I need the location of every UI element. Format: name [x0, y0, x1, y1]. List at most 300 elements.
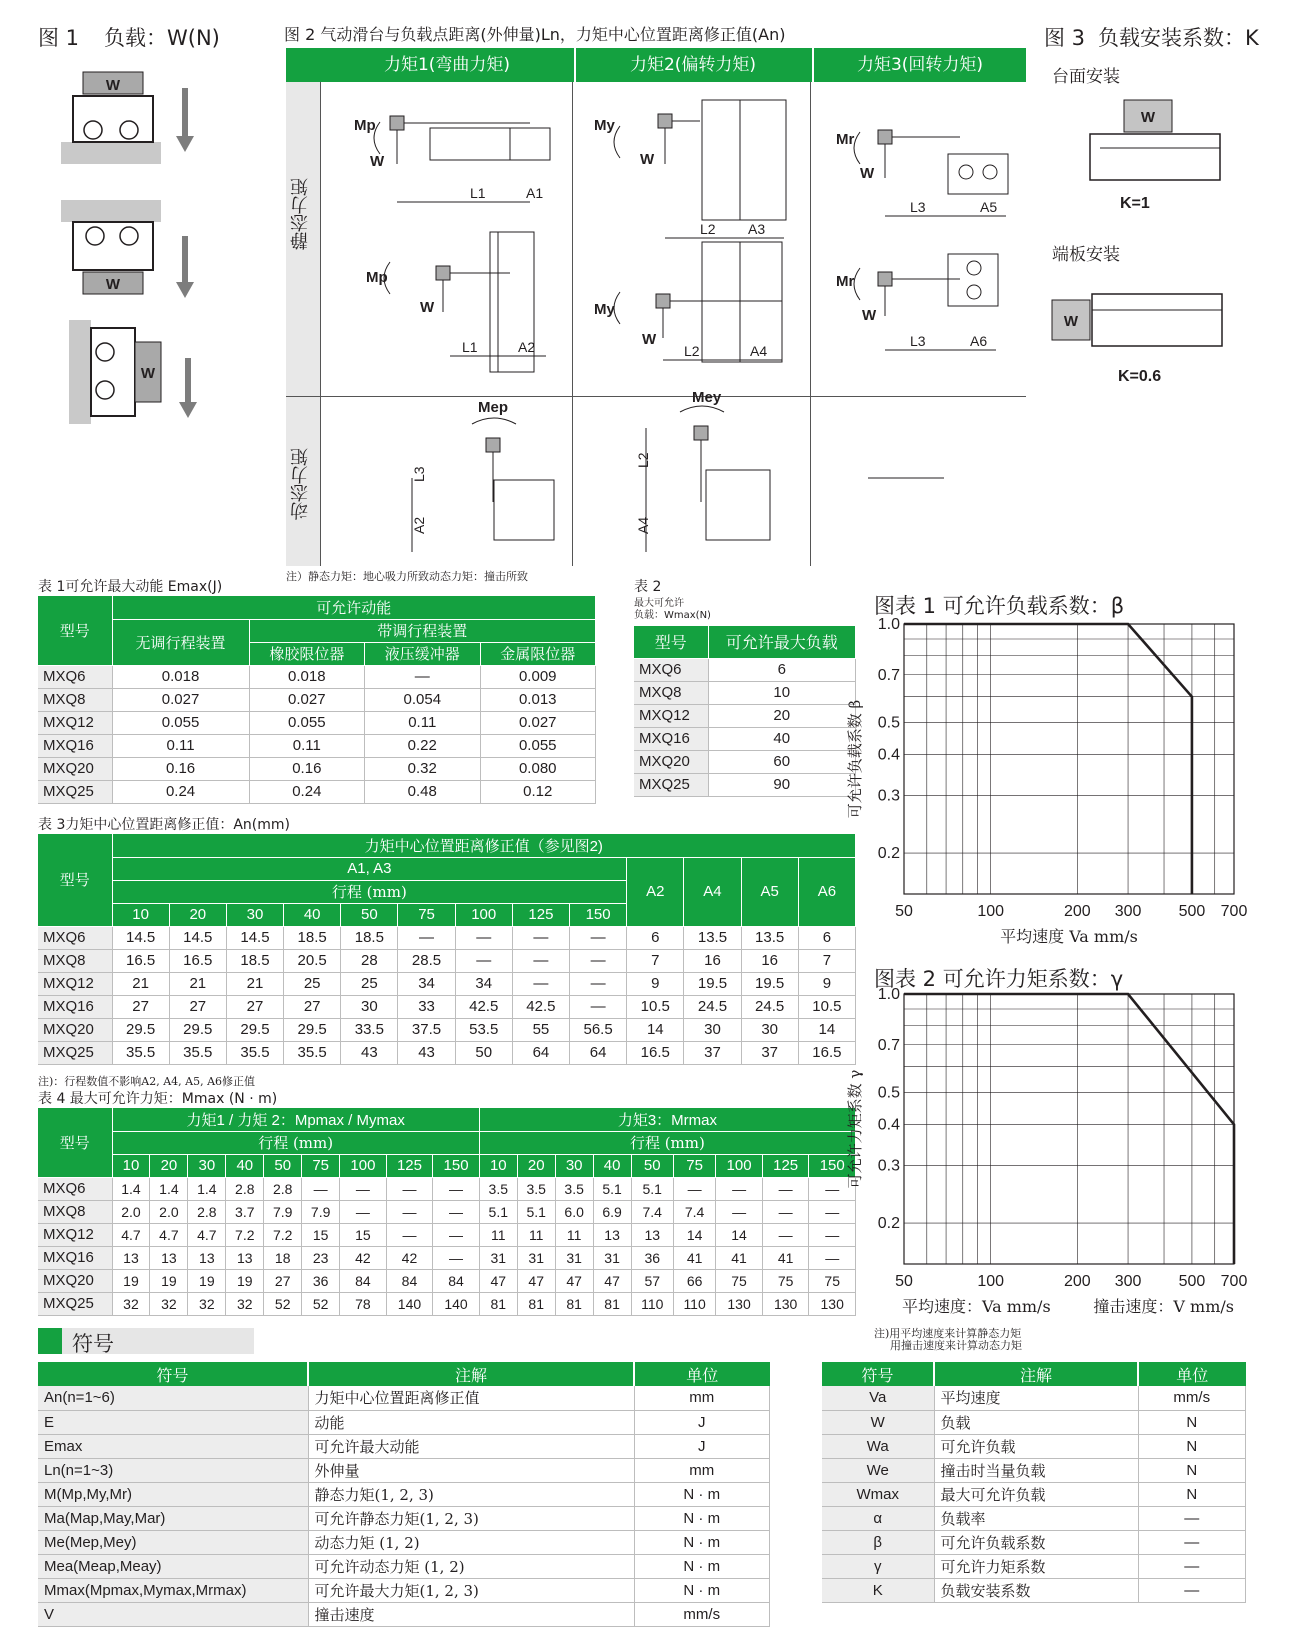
symbol-row [822, 1434, 1246, 1458]
table4-h-stroke2: 行程 (mm) [479, 1131, 855, 1154]
symbol-row [38, 1482, 770, 1506]
symbol-row [38, 1410, 770, 1434]
value-cell: 30 [684, 1018, 741, 1041]
fig2-col3: 力矩3(回转力矩) [812, 48, 1026, 82]
plot-frame [904, 624, 1234, 894]
fig3-title: 负载安装系数：K [1098, 26, 1259, 50]
model-cell: MXQ6 [38, 1177, 112, 1200]
value-cell: 33.5 [341, 1018, 398, 1041]
value-cell: 27 [169, 995, 226, 1018]
value-cell: 2.8 [264, 1177, 302, 1200]
y-axis-label: 可允许力矩系数 γ [846, 1069, 864, 1189]
symbols-right-h2: 注解 [934, 1362, 1138, 1386]
fig2-w3: W [640, 151, 655, 168]
table-row [38, 926, 856, 949]
model-cell: MXQ8 [38, 949, 112, 972]
value-cell: 60 [708, 750, 856, 773]
x-tick-label: 200 [1063, 1273, 1091, 1290]
table3-h-a6: A6 [798, 857, 855, 926]
stroke-header: 20 [517, 1154, 555, 1177]
fig2-mr1: Mr [836, 131, 855, 148]
description-cell: 外伸量 [308, 1458, 634, 1482]
symbol-row [822, 1578, 1246, 1602]
value-cell: 11 [517, 1223, 555, 1246]
value-cell: 14.5 [226, 926, 283, 949]
value-cell: 0.013 [480, 688, 596, 711]
value-cell: — [340, 1200, 387, 1223]
symbol-cell: Ln(n=1~3) [38, 1458, 308, 1482]
value-cell: 130 [762, 1292, 809, 1315]
unit-cell: N · m [634, 1482, 770, 1506]
fig1-w2: W [105, 276, 121, 293]
symbol-cell: Me(Mep,Mey) [38, 1530, 308, 1554]
fig2-mp2: Mp [366, 269, 388, 286]
fig2-row-dynamic: 动态力矩 [290, 448, 311, 520]
symbol-cell: An(n=1~6) [38, 1386, 308, 1410]
symbols-right-body [822, 1386, 1246, 1602]
value-cell: 6.0 [555, 1200, 593, 1223]
value-cell: 16 [684, 949, 741, 972]
value-cell: 13 [226, 1246, 264, 1269]
value-cell: — [762, 1177, 809, 1200]
model-cell: MXQ16 [38, 1246, 112, 1269]
value-cell: 7.9 [264, 1200, 302, 1223]
y-tick-label: 0.7 [877, 1036, 900, 1054]
table4-h-g1: 力矩1 / 力矩 2：Mpmax / Mymax [112, 1108, 479, 1131]
symbol-row [822, 1530, 1246, 1554]
fig3-k1: K=1 [1120, 195, 1150, 212]
value-cell: 21 [112, 972, 169, 995]
value-cell: 2.8 [188, 1200, 226, 1223]
model-cell: MXQ16 [38, 995, 112, 1018]
fig3-drawing-end [1050, 290, 1230, 360]
value-cell: — [716, 1200, 763, 1223]
value-cell: 5.1 [479, 1200, 517, 1223]
value-cell: 15 [340, 1223, 387, 1246]
description-cell: 可允许静态力矩(1, 2, 3) [308, 1506, 634, 1530]
fig2-w5: W [860, 165, 875, 182]
description-cell: 可允许动态力矩 (1, 2) [308, 1554, 634, 1578]
value-cell: 81 [517, 1292, 555, 1315]
value-cell: 3.5 [479, 1177, 517, 1200]
table1-h-noadj: 无调行程装置 [112, 619, 249, 665]
value-cell: — [433, 1246, 480, 1269]
value-cell: 2.0 [150, 1200, 188, 1223]
value-cell: 25 [284, 972, 341, 995]
value-cell: 55 [512, 1018, 569, 1041]
symbol-row [38, 1530, 770, 1554]
fig2-a2b: A2 [411, 516, 427, 534]
value-cell: — [809, 1177, 856, 1200]
chart2-title: 图表 2 可允许力矩系数：γ [874, 967, 1124, 991]
value-cell: 75 [716, 1269, 763, 1292]
table-row [38, 757, 596, 780]
value-cell: 84 [386, 1269, 433, 1292]
stroke-header: 50 [264, 1154, 302, 1177]
x-tick-label: 100 [977, 903, 1005, 920]
table3-title: 表 3力矩中心位置距离修正值：An(mm) [38, 817, 291, 833]
stroke-header: 100 [716, 1154, 763, 1177]
x-axis-label: 平均速度 Va mm/s [1000, 927, 1138, 946]
table3-h-group: 力矩中心位置距离修正值（参见图2) [112, 834, 856, 857]
value-cell: 41 [673, 1246, 715, 1269]
model-cell: MXQ16 [634, 727, 708, 750]
symbol-cell: β [822, 1530, 934, 1554]
description-cell: 可允许负载 [934, 1434, 1138, 1458]
value-cell: 0.11 [249, 734, 364, 757]
value-cell: 33 [398, 995, 455, 1018]
table-row [38, 734, 596, 757]
stroke-header: 75 [302, 1154, 340, 1177]
table4-strokes [38, 1154, 856, 1177]
symbol-row [38, 1506, 770, 1530]
value-cell: 14 [673, 1223, 715, 1246]
stroke-header: 30 [188, 1154, 226, 1177]
value-cell: 21 [226, 972, 283, 995]
table3-h-a5: A5 [741, 857, 798, 926]
value-cell: 18.5 [284, 926, 341, 949]
value-cell: 37 [741, 1041, 798, 1064]
table4-h-g2: 力矩3：Mrmax [479, 1108, 855, 1131]
description-cell: 动态力矩 (1, 2) [308, 1530, 634, 1554]
x-tick-label: 200 [1063, 903, 1091, 920]
table3-body [38, 926, 856, 1064]
table1-h-sub1: 橡胶限位器 [249, 642, 364, 665]
value-cell: 5.1 [593, 1177, 631, 1200]
value-cell: 23 [302, 1246, 340, 1269]
chart2-note1: 注)用平均速度来计算静态力矩 [874, 1327, 1022, 1340]
value-cell: 7.4 [631, 1200, 673, 1223]
symbol-cell: We [822, 1458, 934, 1482]
fig2-a4b: A4 [635, 516, 651, 534]
table4-title: 表 4 最大可允许力矩：Mmax (N · m) [38, 1091, 278, 1107]
unit-cell: mm [634, 1458, 770, 1482]
table-row [38, 995, 856, 1018]
unit-cell: J [634, 1434, 770, 1458]
fig2-drawings [320, 82, 1026, 566]
series-line [904, 994, 1234, 1264]
stroke-header: 150 [570, 903, 627, 926]
value-cell: 42.5 [455, 995, 512, 1018]
value-cell: 37.5 [398, 1018, 455, 1041]
fig2-w2: W [420, 299, 435, 316]
value-cell: 140 [386, 1292, 433, 1315]
symbols-right-h3: 单位 [1138, 1362, 1246, 1386]
value-cell: 0.16 [249, 757, 364, 780]
symbol-cell: γ [822, 1554, 934, 1578]
y-axis-label: 可允许负载系数 β [846, 699, 864, 819]
value-cell: 5.1 [517, 1200, 555, 1223]
value-cell: 19 [150, 1269, 188, 1292]
value-cell: 14 [798, 1018, 855, 1041]
y-tick-label: 0.3 [877, 787, 900, 805]
stroke-header: 75 [673, 1154, 715, 1177]
fig2-mr2: Mr [836, 273, 855, 290]
symbol-cell: Mmax(Mpmax,Mymax,Mrmax) [38, 1578, 308, 1602]
y-tick-label: 0.5 [877, 1084, 900, 1102]
value-cell: — [570, 972, 627, 995]
value-cell: 14.5 [169, 926, 226, 949]
symbol-cell: Emax [38, 1434, 308, 1458]
value-cell: 130 [809, 1292, 856, 1315]
stroke-header: 20 [169, 903, 226, 926]
value-cell: 13 [112, 1246, 150, 1269]
stroke-header: 100 [340, 1154, 387, 1177]
table1-h-adj: 带调行程装置 [249, 619, 595, 642]
stroke-header: 125 [386, 1154, 433, 1177]
value-cell: — [365, 665, 480, 688]
description-cell: 可允许最大动能 [308, 1434, 634, 1458]
value-cell: 27 [226, 995, 283, 1018]
value-cell: 2.8 [226, 1177, 264, 1200]
value-cell: 47 [555, 1269, 593, 1292]
value-cell: 24.5 [684, 995, 741, 1018]
value-cell: 0.018 [112, 665, 249, 688]
table2-h-model: 型号 [634, 626, 708, 658]
value-cell: 4.7 [112, 1223, 150, 1246]
symbol-cell: M(Mp,My,Mr) [38, 1482, 308, 1506]
chart1-title: 图表 1 可允许负载系数：β [874, 594, 1125, 618]
value-cell: 0.22 [365, 734, 480, 757]
unit-cell: N [1138, 1482, 1246, 1506]
fig2-a2: A2 [518, 339, 536, 355]
table-row [634, 658, 856, 681]
table3-h-stroke: 行程 (mm) [112, 880, 627, 903]
value-cell: 57 [631, 1269, 673, 1292]
value-cell: 110 [631, 1292, 673, 1315]
table-row [38, 665, 596, 688]
value-cell: 16 [741, 949, 798, 972]
unit-cell: N · m [634, 1554, 770, 1578]
model-cell: MXQ12 [38, 1223, 112, 1246]
fig2-w4: W [642, 331, 657, 348]
value-cell: — [340, 1177, 387, 1200]
fig2-frame [286, 48, 1026, 566]
value-cell: — [673, 1177, 715, 1200]
x-tick-label: 100 [977, 1273, 1005, 1290]
value-cell: 35.5 [226, 1041, 283, 1064]
value-cell: — [386, 1177, 433, 1200]
symbol-cell: E [38, 1410, 308, 1434]
value-cell: 50 [455, 1041, 512, 1064]
description-cell: 平均速度 [934, 1386, 1138, 1410]
y-tick-label: 0.4 [877, 746, 900, 764]
table2-body [634, 658, 856, 796]
value-cell: — [809, 1246, 856, 1269]
value-cell: 1.4 [112, 1177, 150, 1200]
symbol-row [38, 1386, 770, 1410]
table-row [634, 681, 856, 704]
value-cell: — [302, 1177, 340, 1200]
description-cell: 负载安装系数 [934, 1578, 1138, 1602]
value-cell: 36 [302, 1269, 340, 1292]
value-cell: 47 [479, 1269, 517, 1292]
value-cell: 7.2 [264, 1223, 302, 1246]
value-cell: 40 [708, 727, 856, 750]
model-cell: MXQ6 [38, 926, 112, 949]
value-cell: 1.4 [150, 1177, 188, 1200]
value-cell: 11 [479, 1223, 517, 1246]
stroke-header: 150 [809, 1154, 856, 1177]
fig2-mp1: Mp [354, 117, 376, 134]
unit-cell: mm/s [1138, 1386, 1246, 1410]
value-cell: 16.5 [627, 1041, 684, 1064]
value-cell: 56.5 [570, 1018, 627, 1041]
value-cell: 16.5 [798, 1041, 855, 1064]
unit-cell: — [1138, 1530, 1246, 1554]
description-cell: 最大可允许负载 [934, 1482, 1138, 1506]
table1-body [38, 665, 596, 803]
symbol-row [822, 1554, 1246, 1578]
value-cell: 30 [741, 1018, 798, 1041]
symbol-row [822, 1386, 1246, 1410]
table3-note: 注)：行程数值不影响A2, A4, A5, A6修正值 [38, 1075, 256, 1088]
value-cell: 52 [264, 1292, 302, 1315]
value-cell: 14.5 [112, 926, 169, 949]
value-cell: 31 [517, 1246, 555, 1269]
table2-title: 表 2 [634, 579, 662, 595]
value-cell: 0.32 [365, 757, 480, 780]
y-tick-label: 0.4 [877, 1116, 900, 1134]
value-cell: 32 [150, 1292, 188, 1315]
value-cell: 27 [112, 995, 169, 1018]
fig3-table-mount: 台面安装 [1052, 67, 1120, 87]
value-cell: 16.5 [112, 949, 169, 972]
value-cell: 13 [593, 1223, 631, 1246]
value-cell: 29.5 [284, 1018, 341, 1041]
table-row [38, 1177, 856, 1200]
value-cell: 27 [264, 1269, 302, 1292]
value-cell: 35.5 [169, 1041, 226, 1064]
value-cell: 0.080 [480, 757, 596, 780]
value-cell: 10 [708, 681, 856, 704]
fig2-a1: A1 [526, 185, 544, 201]
table-row [38, 1292, 856, 1315]
value-cell: 19 [226, 1269, 264, 1292]
y-tick-label: 1.0 [877, 616, 900, 633]
fig1-w1: W [105, 77, 121, 94]
symbols-left-h1: 符号 [38, 1362, 308, 1386]
unit-cell: N [1138, 1434, 1246, 1458]
value-cell: 0.11 [112, 734, 249, 757]
y-tick-label: 1.0 [877, 986, 900, 1003]
value-cell: 6 [798, 926, 855, 949]
model-cell: MXQ25 [38, 780, 112, 803]
value-cell: 37 [684, 1041, 741, 1064]
x-tick-label: 500 [1178, 1273, 1206, 1290]
fig2-my1: My [594, 117, 615, 134]
fig1-w3: W [140, 365, 156, 382]
value-cell: 42.5 [512, 995, 569, 1018]
value-cell: 6.9 [593, 1200, 631, 1223]
unit-cell: — [1138, 1578, 1246, 1602]
fig2-row-static: 静态力矩 [290, 178, 311, 250]
value-cell: 7 [798, 949, 855, 972]
table-row [38, 1223, 856, 1246]
stroke-header: 75 [398, 903, 455, 926]
x-tick-label: 50 [895, 1273, 913, 1290]
value-cell: 20.5 [284, 949, 341, 972]
symbol-cell: W [822, 1410, 934, 1434]
symbol-cell: K [822, 1578, 934, 1602]
symbols-left [38, 1362, 770, 1627]
value-cell: 5.1 [631, 1177, 673, 1200]
value-cell: 20 [708, 704, 856, 727]
model-cell: MXQ25 [38, 1041, 112, 1064]
value-cell: 41 [762, 1246, 809, 1269]
stroke-header: 50 [341, 903, 398, 926]
value-cell: 7.2 [226, 1223, 264, 1246]
x-tick-label: 50 [895, 903, 913, 920]
value-cell: 47 [593, 1269, 631, 1292]
stroke-header: 40 [284, 903, 341, 926]
chart2-note2: 用撞击速度来计算动态力矩 [890, 1339, 1022, 1352]
value-cell: — [455, 949, 512, 972]
model-cell: MXQ12 [38, 972, 112, 995]
value-cell: 19 [112, 1269, 150, 1292]
model-cell: MXQ6 [634, 658, 708, 681]
table-row [38, 711, 596, 734]
description-cell: 可允许最大力矩(1, 2, 3) [308, 1578, 634, 1602]
value-cell: 24.5 [741, 995, 798, 1018]
value-cell: 27 [284, 995, 341, 1018]
unit-cell: N · m [634, 1506, 770, 1530]
value-cell: 14 [627, 1018, 684, 1041]
fig2-note: 注）静态力矩：地心吸力所致动态力矩：撞击所致 [286, 570, 528, 583]
fig1-label: 图 1 [38, 26, 80, 50]
unit-cell: mm [634, 1386, 770, 1410]
value-cell: 7.4 [673, 1200, 715, 1223]
series-line [904, 624, 1192, 894]
x-tick-label: 700 [1220, 1273, 1248, 1290]
unit-cell: N [1138, 1458, 1246, 1482]
unit-cell: N · m [634, 1530, 770, 1554]
value-cell: 6 [627, 926, 684, 949]
value-cell: 34 [398, 972, 455, 995]
value-cell: 130 [716, 1292, 763, 1315]
table-row [38, 949, 856, 972]
table1-h-sub2: 液压缓冲器 [365, 642, 480, 665]
value-cell: 18.5 [226, 949, 283, 972]
fig1-drawing [55, 60, 215, 430]
model-cell: MXQ6 [38, 665, 112, 688]
value-cell: 13 [188, 1246, 226, 1269]
value-cell: — [716, 1177, 763, 1200]
fig3-w2: W [1063, 313, 1079, 330]
value-cell: 13.5 [741, 926, 798, 949]
fig2-l3a: L3 [910, 199, 926, 215]
symbols-marker [38, 1328, 62, 1354]
value-cell: 35.5 [284, 1041, 341, 1064]
table3 [38, 834, 856, 1065]
model-cell: MXQ16 [38, 734, 112, 757]
stroke-header: 10 [112, 1154, 150, 1177]
symbol-cell: Va [822, 1386, 934, 1410]
value-cell: — [809, 1200, 856, 1223]
value-cell: 21 [169, 972, 226, 995]
y-tick-label: 0.7 [877, 666, 900, 684]
value-cell: 78 [340, 1292, 387, 1315]
table4-h-stroke1: 行程 (mm) [112, 1131, 479, 1154]
model-cell: MXQ8 [38, 1200, 112, 1223]
description-cell: 静态力矩(1, 2, 3) [308, 1482, 634, 1506]
x-axis-label: 平均速度：Va mm/s [902, 1297, 1051, 1316]
value-cell: 7.9 [302, 1200, 340, 1223]
value-cell: 110 [673, 1292, 715, 1315]
value-cell: 0.055 [249, 711, 364, 734]
model-cell: MXQ25 [38, 1292, 112, 1315]
value-cell: 64 [570, 1041, 627, 1064]
